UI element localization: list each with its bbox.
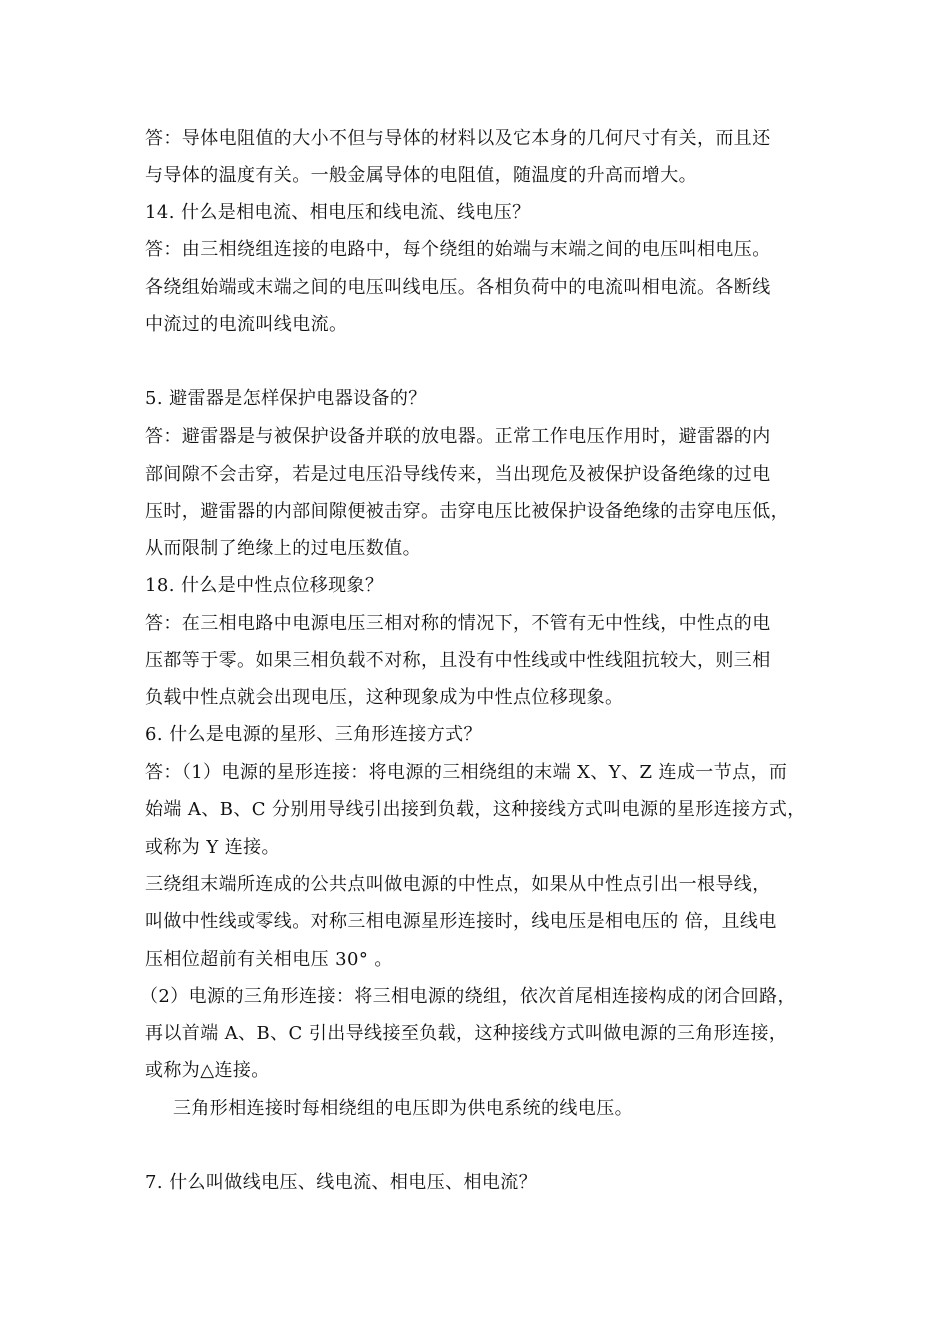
answer-6-line-2: 始端 A、B、C 分别用导线引出接到负载，这种接线方式叫电源的星形连接方式， [145,799,806,820]
answer-6-line-6: 压相位超前有关相电压 30° 。 [145,949,393,970]
answer-5-line-3: 压时，避雷器的内部间隙便被击穿。击穿电压比被保护设备绝缘的击穿电压低， [145,501,789,522]
answer-6-line-9: 或称为△连接。 [145,1060,270,1081]
answer-14-line-2: 各绕组始端或末端之间的电压叫线电压。各相负荷中的电流叫相电流。各断线 [145,277,771,298]
answer-18-line-1: 答：在三相电路中电源电压三相对称的情况下，不管有无中性线，中性点的电 [145,613,771,634]
question-7: 7. 什么叫做线电压、线电流、相电压、相电流？ [145,1172,538,1193]
answer-14-line-3: 中流过的电流叫线电流。 [145,314,348,335]
question-14: 14. 什么是相电流、相电压和线电流、线电压？ [145,202,531,223]
question-6: 6. 什么是电源的星形、三角形连接方式？ [145,724,482,745]
answer-6-line-1: 答：（1）电源的星形连接：将电源的三相绕组的末端 X、Y、Z 连成一节点，而 [145,762,788,783]
answer-13-line-2: 与导体的温度有关。一般金属导体的电阻值，随温度的升高而增大。 [145,165,697,186]
question-18: 18. 什么是中性点位移现象？ [145,575,384,596]
answer-18-line-3: 负载中性点就会出现电压，这种现象成为中性点位移现象。 [145,687,624,708]
answer-13-line-1: 答：导体电阻值的大小不但与导体的材料以及它本身的几何尺寸有关，而且还 [145,128,771,149]
answer-14-line-1: 答：由三相绕组连接的电路中，每个绕组的始端与末端之间的电压叫相电压。 [145,239,771,260]
answer-6-line-4: 三绕组末端所连成的公共点叫做电源的中性点，如果从中性点引出一根导线， [145,874,771,895]
answer-5-line-1: 答：避雷器是与被保护设备并联的放电器。正常工作电压作用时，避雷器的内 [145,426,771,447]
answer-5-line-4: 从而限制了绝缘上的过电压数值。 [145,538,421,559]
answer-6-line-8: 再以首端 A、B、C 引出导线接至负载，这种接线方式叫做电源的三角形连接， [145,1023,788,1044]
question-5: 5. 避雷器是怎样保护电器设备的？ [145,388,427,409]
answer-6-line-5: 叫做中性线或零线。对称三相电源星形连接时，线电压是相电压的 倍，且线电 [145,911,777,932]
answer-6-line-7: （2）电源的三角形连接：将三相电源的绕组，依次首尾相连接构成的闭合回路， [140,986,796,1007]
answer-6-line-3: 或称为 Y 连接。 [145,837,280,858]
answer-18-line-2: 压都等于零。如果三相负载不对称，且没有中性线或中性线阻抗较大，则三相 [145,650,771,671]
answer-5-line-2: 部间隙不会击穿，若是过电压沿导线传来，当出现危及被保护设备绝缘的过电 [145,464,771,485]
answer-6-line-10: 三角形相连接时每相绕组的电压即为供电系统的线电压。 [173,1098,633,1119]
